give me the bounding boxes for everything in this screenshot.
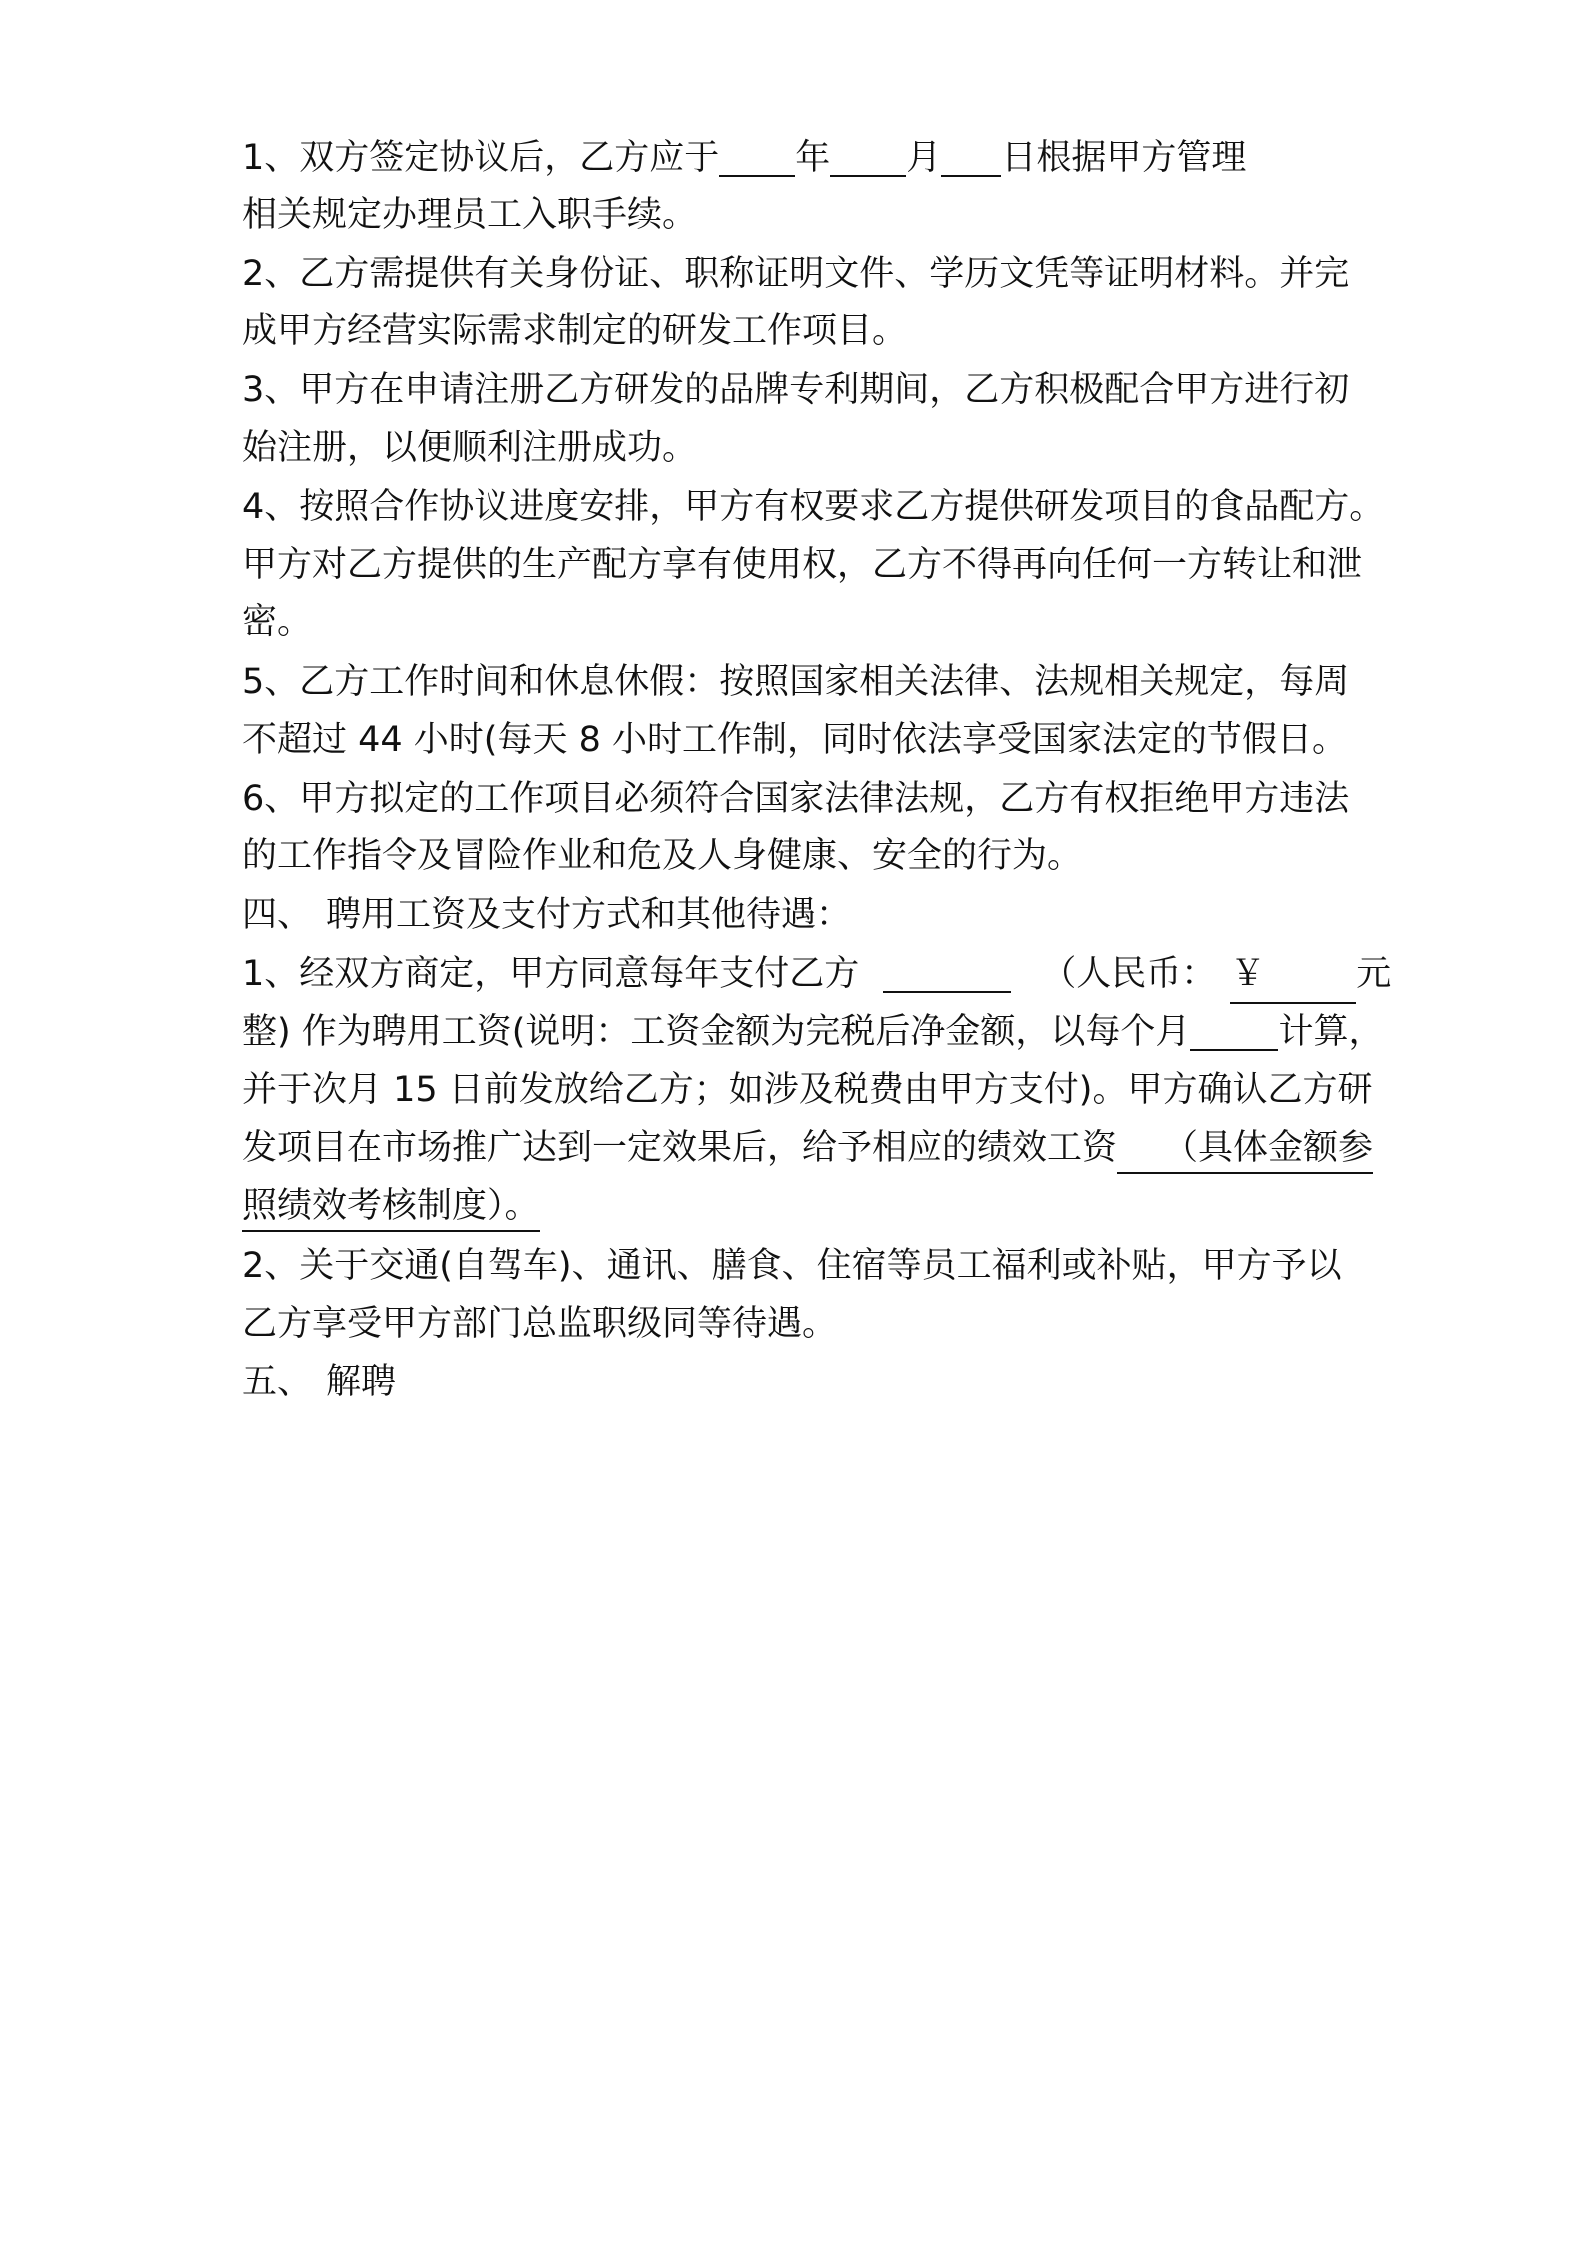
salary-line-4-underlined: （具体金额参	[1117, 1128, 1373, 1174]
salary-line-4	[242, 1124, 1373, 1172]
benefits-line-2: 乙方享受甲方部门总监职级同等待遇。	[242, 1304, 838, 1344]
clause-4-line-1: 4、按照合作协议进度安排，甲方有权要求乙方提供研发项目的食品配方。	[242, 487, 1385, 527]
clause-1-text-month: 月	[906, 138, 942, 178]
salary-line-2	[242, 1008, 1383, 1056]
yuan-sign: ￥	[1230, 954, 1266, 994]
clause-5-line-1: 5、乙方工作时间和休息休假：按照国家相关法律、法规相关规定，每周	[242, 662, 1350, 702]
clause-5-line-2: 不超过 44 小时(每天 8 小时工作制，同时依法享受国家法定的节假日。	[242, 720, 1347, 760]
blank-annual-salary	[883, 953, 1011, 993]
clause-2-line-1: 2、乙方需提供有关身份证、职称证明文件、学历文凭等证明材料。并完	[242, 254, 1350, 294]
clause-3-line-1: 3、甲方在申请注册乙方研发的品牌专利期间，乙方积极配合甲方进行初	[242, 370, 1350, 410]
salary-line-3: 并于次月 15 日前发放给乙方；如涉及税费由甲方支付)。甲方确认乙方研	[242, 1070, 1373, 1110]
benefits-line-1: 2、关于交通(自驾车)、通讯、膳食、住宿等员工福利或补贴，甲方予以	[242, 1246, 1342, 1286]
clause-6-line-2: 的工作指令及冒险作业和危及人身健康、安全的行为。	[242, 836, 1083, 876]
clause-4-line-2: 甲方对乙方提供的生产配方享有使用权，乙方不得再向任何一方转让和泄	[242, 545, 1363, 585]
blank-day	[941, 137, 1001, 177]
blank-rmb-amount	[1230, 950, 1356, 1004]
blank-per-month	[1190, 1011, 1278, 1051]
salary-text-a: 1、经双方商定，甲方同意每年支付乙方	[242, 954, 860, 994]
section-4-title: 聘用工资及支付方式和其他待遇：	[326, 895, 852, 935]
section-5-title: 解聘	[326, 1362, 397, 1402]
clause-6-line-1: 6、甲方拟定的工作项目必须符合国家法律法规，乙方有权拒绝甲方违法	[242, 779, 1350, 819]
clause-2-line-2: 成甲方经营实际需求制定的研发工作项目。	[242, 311, 908, 351]
salary-text-yuan: 元	[1356, 954, 1392, 994]
salary-line-2-text-a: 整) 作为聘用工资(说明：工资金额为完税后净金额，以每个月	[242, 1012, 1191, 1052]
clause-1-line-2: 相关规定办理员工入职手续。	[242, 195, 698, 235]
section-5-number: 五、	[242, 1362, 313, 1402]
clause-4-line-3: 密。	[242, 602, 313, 642]
salary-line-5	[242, 1182, 540, 1230]
section-4-heading	[242, 891, 851, 939]
clause-1-text-a: 1、双方签定协议后，乙方应于	[242, 138, 720, 178]
salary-line-1	[242, 950, 1391, 998]
clause-3-line-2: 始注册，以便顺利注册成功。	[242, 428, 698, 468]
salary-line-4-text-a: 发项目在市场推广达到一定效果后，给予相应的绩效工资	[242, 1128, 1118, 1168]
blank-year	[719, 137, 795, 177]
clause-1-line-1	[242, 134, 1246, 182]
salary-text-rmb: （人民币：	[1041, 954, 1217, 994]
blank-month	[830, 137, 906, 177]
section-4-number: 四、	[242, 895, 313, 935]
section-5-heading	[242, 1358, 396, 1406]
salary-line-5-underlined: 照绩效考核制度）。	[242, 1186, 540, 1232]
salary-line-2-text-b: 计算，	[1278, 1012, 1384, 1052]
clause-1-text-year: 年	[795, 138, 831, 178]
clause-1-text-d: 日根据甲方管理	[1001, 138, 1247, 178]
